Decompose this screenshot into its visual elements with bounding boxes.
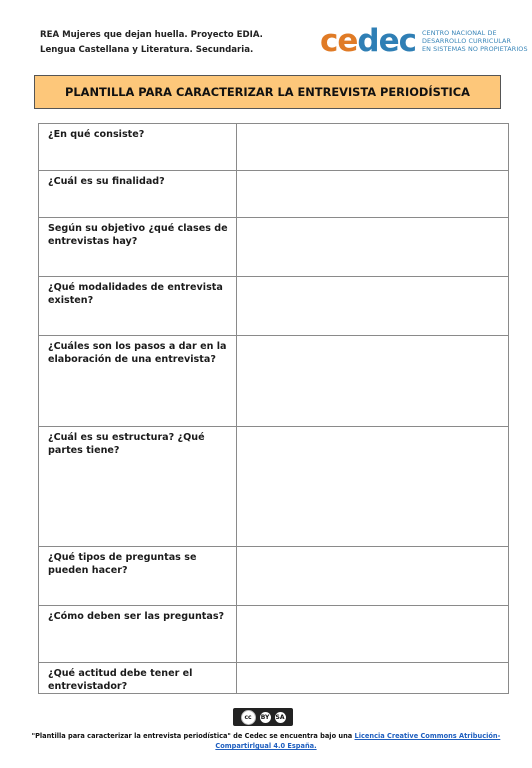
- license-notice: [30, 731, 502, 751]
- document-title: PLANTILLA PARA CARACTERIZAR LA ENTREVISTA PERIODÍSTICA: [34, 75, 501, 109]
- answer-cell[interactable]: [237, 124, 509, 171]
- table-row: [39, 336, 509, 427]
- table-row: [39, 427, 509, 547]
- table-row: [39, 218, 509, 277]
- answer-cell[interactable]: [237, 218, 509, 277]
- logo-sub-line-1: CENTRO NACIONAL DE: [422, 29, 497, 37]
- question-cell: ¿En qué consiste?: [39, 124, 237, 171]
- answer-cell[interactable]: [237, 171, 509, 218]
- answer-cell[interactable]: [237, 277, 509, 336]
- table-row: [39, 547, 509, 606]
- cc-icon: cc: [241, 710, 256, 725]
- question-cell: ¿Qué tipos de preguntas se pueden hacer?: [39, 547, 237, 606]
- question-cell: ¿Cuál es su estructura? ¿Qué partes tiene?: [39, 427, 237, 547]
- answer-cell[interactable]: [237, 663, 509, 694]
- by-icon: BY: [260, 713, 270, 721]
- sa-icon: SA: [275, 713, 285, 721]
- question-cell: ¿Cuáles son los pasos a dar en la elaboración de una entrevista?: [39, 336, 237, 427]
- table-row: [39, 124, 509, 171]
- answer-cell[interactable]: [237, 547, 509, 606]
- header-line-subject: Lengua Castellana y Literatura. Secundaria.: [40, 45, 254, 55]
- answer-cell[interactable]: [237, 606, 509, 663]
- header-line-project: REA Mujeres que dejan huella. Proyecto EDIA.: [40, 30, 263, 40]
- cedec-logo: [320, 24, 528, 58]
- question-cell: ¿Qué actitud debe tener el entrevistador?: [39, 663, 237, 694]
- answer-cell[interactable]: [237, 427, 509, 547]
- question-cell: ¿Cómo deben ser las preguntas?: [39, 606, 237, 663]
- logo-sub-line-2: DESARROLLO CURRICULAR: [422, 37, 512, 45]
- cc-license-badge-icon[interactable]: [233, 708, 293, 726]
- logo-subtitle: [422, 29, 528, 53]
- logo-sub-line-3: EN SISTEMAS NO PROPIETARIOS: [422, 45, 528, 53]
- question-cell: Según su objetivo ¿qué clases de entrevistas hay?: [39, 218, 237, 277]
- license-text: "Plantilla para caracterizar la entrevista periodística" de Cedec se encuentra bajo una: [31, 732, 353, 740]
- question-cell: ¿Qué modalidades de entrevista existen?: [39, 277, 237, 336]
- question-cell: ¿Cuál es su finalidad?: [39, 171, 237, 218]
- logo-wordmark: cedec: [320, 23, 416, 59]
- table-row: [39, 277, 509, 336]
- document-header: [40, 28, 263, 58]
- template-table: [38, 123, 509, 694]
- answer-cell[interactable]: [237, 336, 509, 427]
- table-row: [39, 663, 509, 694]
- license-link[interactable]: Licencia Creative Commons Atribución-Compartirlgual 4.0 España.: [215, 732, 501, 750]
- table-row: [39, 171, 509, 218]
- table-row: [39, 606, 509, 663]
